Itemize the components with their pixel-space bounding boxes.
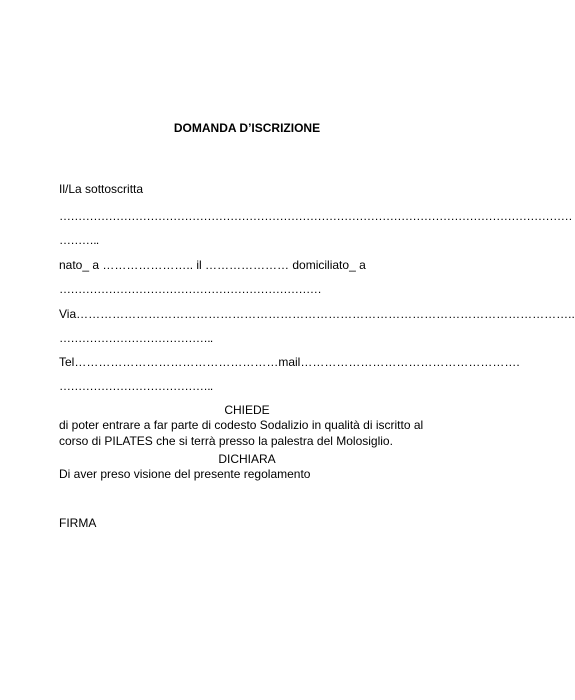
name-fill-line-continued: ……….. xyxy=(59,233,99,247)
residence-fill-line: …………………………………………………………… xyxy=(59,282,322,296)
address-line: Via…………………………………………………………………………………………………………….. xyxy=(59,307,575,321)
dichiara-heading: DICHIARA xyxy=(218,452,276,466)
declaration-text: Di aver preso visione del presente regolamento xyxy=(59,467,311,481)
signature-label: FIRMA xyxy=(59,516,97,530)
request-text-line-2: corso di PILATES che si terrà presso la palestra del Molosiglio. xyxy=(59,434,393,448)
name-fill-line: ……………………………………………………………………………………………………………………… xyxy=(59,209,573,223)
phone-email-fill-line: ………………………………….. xyxy=(59,379,213,393)
chiede-heading: CHIEDE xyxy=(224,403,270,417)
document-title: DOMANDA D’ISCRIZIONE xyxy=(173,121,321,135)
birth-residence-line: nato_ a ………………….. il ………………… domiciliato_ a xyxy=(59,258,366,272)
address-fill-line: ………………………………….. xyxy=(59,331,213,345)
phone-email-line: Tel……………………………………………mail………………………………………………. xyxy=(59,355,520,369)
subject-label: Il/La sottoscritta xyxy=(59,182,144,196)
request-text-line-1: di poter entrare a far parte di codesto Sodalizio in qualità di iscritto al xyxy=(59,418,424,432)
